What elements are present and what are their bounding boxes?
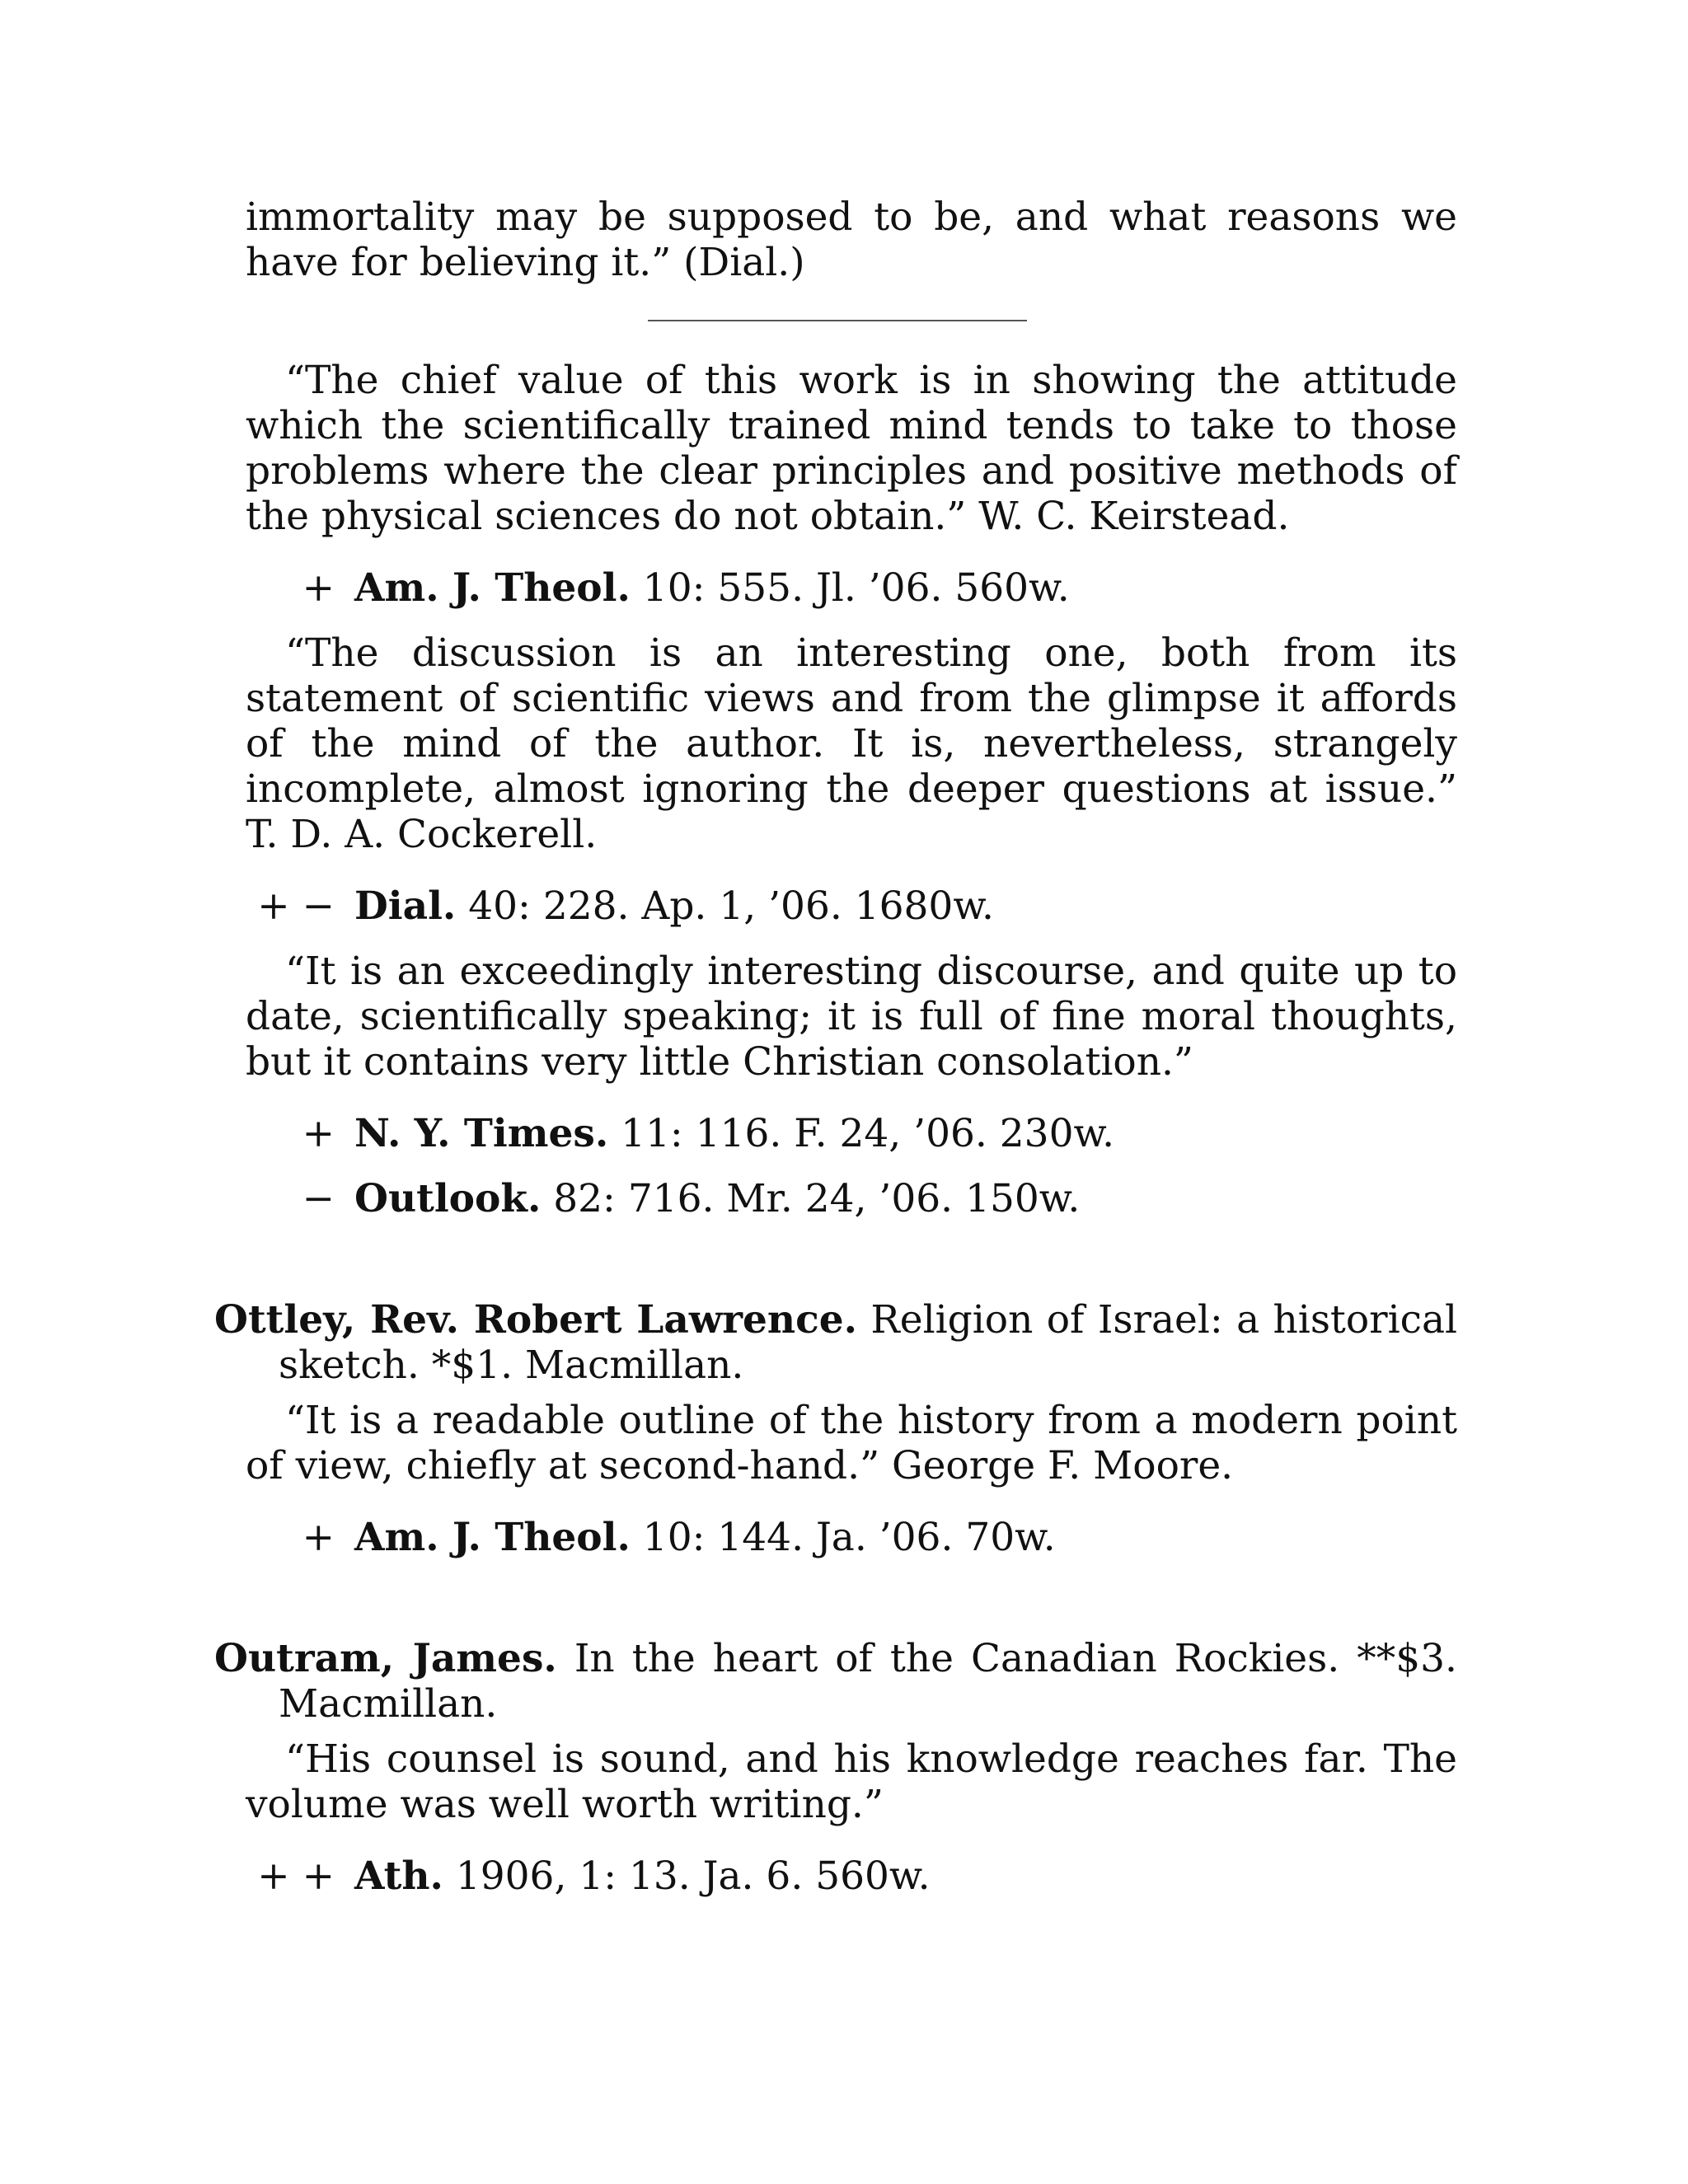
book-entry-heading [214,1636,1457,1727]
rating-mark: + [302,1111,335,1156]
review-quote: “His counsel is sound, and his knowledge reaches far. The volume was well worth writing.” [246,1736,1457,1827]
rating-mark: − [302,1176,335,1221]
citation-source: Ath. [354,1854,443,1899]
entry-author: Ottley, Rev. Robert Lawrence. [214,1297,857,1343]
rating-mark: + + [257,1854,335,1899]
section-divider [648,320,1027,321]
review-citation [246,1854,1457,1899]
citation-ref: 11: 116. F. 24, ’06. 230w. [608,1111,1115,1156]
citation-ref: 1906, 1: 13. Ja. 6. 560w. [443,1854,931,1899]
continued-quote: immortality may be supposed to be, and what reasons we have for believing it.” (Dial.) [246,194,1457,285]
entry-author: Outram, James. [214,1636,557,1681]
rating-mark: + [302,1515,335,1560]
citation-ref: 40: 228. Ap. 1, ’06. 1680w. [456,883,994,929]
review-quote: “It is a readable outline of the history from a modern point of view, chiefly at second-hand.” George F. Moore. [246,1398,1457,1488]
book-entry-heading [214,1297,1457,1388]
review-quote: “The discussion is an interesting one, both from its statement of scientific views and from the glimpse it affords of the mind of the author. It is, nevertheless, strangely incomplete, almost ignoring the deeper questions at issue.” T. D. A. Cockerell. [246,630,1457,857]
review-citation [246,1515,1457,1560]
citation-source: Am. J. Theol. [354,565,631,611]
citation-source: Dial. [354,883,457,929]
review-quote: “The chief value of this work is in showing the attitude which the scientifically trained mind tends to take to those problems where the clear principles and positive methods of the physical sciences do not obtain.” W. C. Keirstead. [246,358,1457,539]
citation-source: Outlook. [354,1176,542,1221]
entry-description: Religion of Israel: a historical sketch. *$1. Macmillan. [279,1297,1457,1388]
page-content [214,194,1457,1899]
citation-ref: 82: 716. Mr. 24, ’06. 150w. [541,1176,1081,1221]
review-citation [246,883,1457,929]
entry-description: In the heart of the Canadian Rockies. **$3. Macmillan. [279,1636,1457,1727]
rating-mark: + [302,565,335,611]
rating-mark: + − [257,883,335,929]
citation-source: Am. J. Theol. [354,1515,631,1560]
review-citation [246,565,1457,611]
citation-ref: 10: 555. Jl. ’06. 560w. [630,565,1070,611]
review-citation [246,1111,1457,1156]
review-quote: “It is an exceedingly interesting discourse, and quite up to date, scientifically speaking; it is full of fine moral thoughts, but it contains very little Christian consolation.” [246,949,1457,1085]
review-citation [246,1176,1457,1221]
citation-ref: 10: 144. Ja. ’06. 70w. [630,1515,1056,1560]
citation-source: N. Y. Times. [354,1111,609,1156]
